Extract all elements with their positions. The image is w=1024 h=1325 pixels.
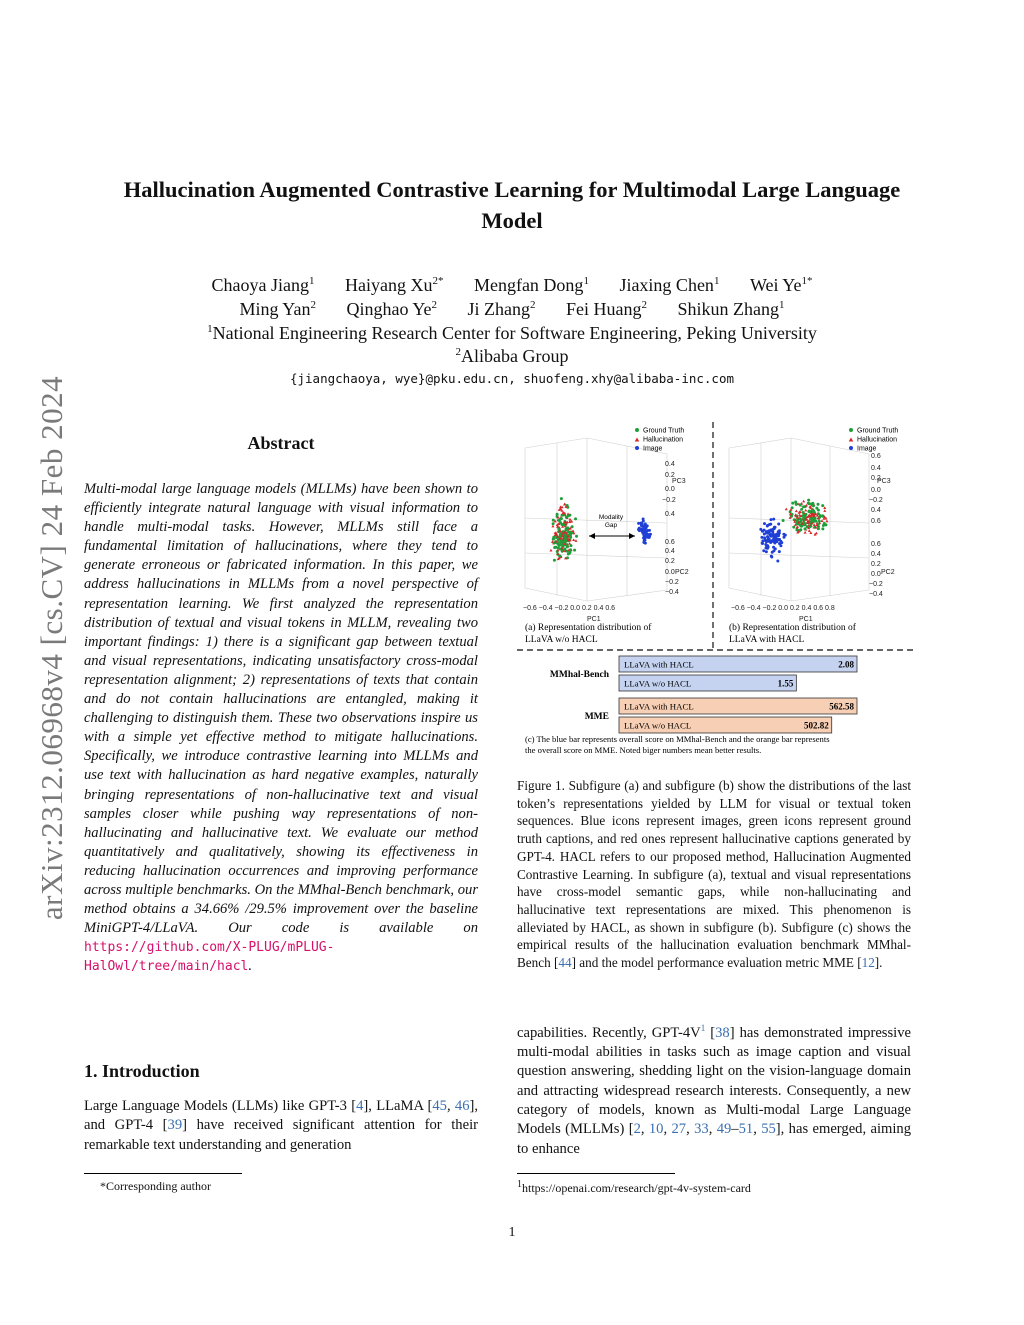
scatter-point-image [642,520,645,523]
scatter-point-image [765,550,768,553]
scatter-point-ground-truth [813,519,816,522]
subcaption-a-line2: LLaVA w/o HACL [525,635,598,645]
citation-link[interactable]: 46 [454,1098,470,1114]
scatter-point-image [646,533,649,536]
scatter-point-ground-truth [569,544,572,547]
subcaption-b-line1: (b) Representation distribution of [729,623,856,633]
author: Shikun Zhang$^1$ [677,299,785,319]
scatter-point-ground-truth [812,504,815,507]
scatter-point-image [772,546,775,549]
scatter-point-ground-truth [799,503,802,506]
subcaption-b-line2: LLaVA with HACL [729,635,805,645]
scatter-point-ground-truth [564,537,567,540]
citation-link[interactable]: 38 [715,1024,730,1041]
author-row-1 [60,270,964,297]
scatter-point-image [643,532,646,535]
scatter-point-ground-truth [554,546,557,549]
scatter-point-hallucination [572,529,575,532]
legend-hal: Hallucination [643,436,684,444]
scatter-a-points [549,497,652,562]
tick-label: −0.6 −0.4 −0.2 0.0 0.2 0.4 0.6 0.8 [731,605,835,612]
scatter-point-image [649,533,652,536]
scatter-point-ground-truth [574,517,577,520]
author: Jiaxing Chen$^1$ [619,275,720,295]
author-emails: {jiangchaoya, wye}@pku.edu.cn, shuofeng.xhy@alibaba-inc.com [289,371,734,386]
bar-value-label: 562.58 [829,701,854,712]
subcaption-c-line2: the overall score on MME. Noted biger numbers mean better results. [525,745,762,755]
scatter-point-image [770,556,773,559]
plot-a-frame [525,438,667,601]
paper-title [60,174,964,236]
axis-label-pc1: PC1 [799,616,813,623]
scatter-point-ground-truth [561,523,564,526]
scatter-point-image [763,533,766,536]
footnote-rule [84,1173,242,1174]
citation-link[interactable]: 4 [356,1098,364,1114]
bar-group-label: MME [584,712,609,722]
footnote-gpt4v: $^1$https://openai.com/research/gpt-4v-system-card [517,1179,751,1195]
scatter-point-ground-truth [789,510,792,513]
scatter-point-image [776,560,779,563]
intro-heading: 1. Introduction [84,1061,200,1081]
abstract-body: Multi-modal large language models (MLLMs) have been shown to efficiently integrate natural language with visual information to handle multi-modal tasks. However, MLLMs still face a fundamental limitation of hallucinations, where they tend to generate erroneous or fabricated information. In this paper, we address hallucinations in MLLMs from a novel perspective of representation learning. We first analyzed the representation distribution of textual and visual tokens in MLLM, revealing two important findings: 1) there is a significant gap between textual and visual representations, indicating unsatisfactory cross-modal representation alignment; 2) representations of texts that contain and do not contain hallucinations are entangled, making it challenging to distinguish them. These two observations inspire us with a simple yet effective method to mitigate hallucinations. Specifically, we introduce contrastive learning into MLLMs and use text with hallucination as hard negative examples, naturally bringing representations of non-hallucinative text and visual samples closer while pushing way representations of non-hallucinating and hallucinative text. We evaluate our method quantitatively and qualitatively, showing its effectiveness in reducing hallucination occurrences and improving performance across multiple benchmarks. On the MMhal-Bench benchmark, our method obtains a 34.66% /29.5% improvement over the baseline MiniGPT-4/LLaVA. Our code is available on https://github.com/X-PLUG/mPLUG-HalOwl/tree/main/hacl. [84,481,478,975]
citation-link[interactable]: 33 [694,1121,709,1138]
scatter-point-ground-truth [553,559,556,562]
scatter-point-ground-truth [800,508,803,511]
scatter-point-ground-truth [552,522,555,525]
affiliation-1: $^1$National Engineering Research Center for Software Engineering, Peking University [207,323,817,343]
scatter-point-ground-truth [571,525,574,528]
scatter-point-image [769,529,772,532]
scatter-point-hallucination [815,532,818,535]
scatter-point-image [761,542,764,545]
citation-link[interactable]: 2 [633,1121,641,1138]
axis-ticks-b [731,453,895,623]
tick-label: 0.2 [665,558,675,565]
tick-label: −0.2 [662,497,676,504]
legend-a [635,428,685,453]
legend-img: Image [857,445,877,453]
axis-label-pc1: PC1 [587,616,601,623]
affiliation-2: $^2$Alibaba Group [455,346,569,366]
citation-link[interactable]: 51 [738,1121,754,1138]
legend-gt: Ground Truth [643,427,685,435]
scatter-point-ground-truth [565,527,568,530]
citation-link[interactable]: 45 [432,1098,447,1114]
scatter-point-ground-truth [819,514,822,517]
scatter-point-ground-truth [556,513,559,516]
scatter-point-ground-truth [569,548,572,551]
citation-link[interactable]: 10 [648,1121,664,1138]
scatter-point-ground-truth [813,510,816,513]
arxiv-stamp: arXiv:2312.06968v4 [cs.CV] 24 Feb 2024 [34,375,69,921]
scatter-point-ground-truth [558,554,561,557]
legend-gt-marker [635,428,639,432]
legend-img-marker [635,446,639,450]
citation-link[interactable]: 49 [716,1121,732,1138]
title-line-1: Hallucination Augmented Contrastive Learning for Multimodal Large Language [123,177,901,202]
scatter-point-image [766,539,769,542]
scatter-point-image [777,522,780,525]
citation-link[interactable]: 27 [671,1121,687,1138]
author: Fei Huang$^2$ [566,299,648,319]
footnote-marker[interactable]: 1 [700,1023,706,1033]
subcaption-a-line1: (a) Representation distribution of [525,623,652,633]
scatter-point-hallucination [823,509,826,512]
author: Ming Yan$^2$ [239,299,316,319]
scatter-point-ground-truth [817,527,820,530]
scatter-point-hallucination [804,509,807,512]
tick-label: −0.2 [869,581,883,588]
citation-link[interactable]: 44 [558,955,572,971]
scatter-point-image [767,545,770,548]
scatter-point-ground-truth [560,497,563,500]
legend-b [849,428,899,453]
scatter-point-image [772,518,775,521]
scatter-point-ground-truth [802,505,805,508]
page-number: 1 [508,1225,516,1240]
author: Mengfan Dong$^1$ [473,275,589,295]
scatter-point-ground-truth [560,540,563,543]
scatter-point-image [641,524,644,527]
bar-label: LLaVA with HACL [624,701,694,712]
gap-arrow-head-left [589,533,595,539]
scatter-point-image [769,523,772,526]
title-line-2: Model [481,208,543,233]
tick-label: −0.2 [869,497,883,504]
figure-1-caption: Figure 1. Subfigure (a) and subfigure (b) show the distributions of the last token’s representations yielded by LLM for visual or textual token sequences. Blue icons represent images, green icons represent ground truth captions, and red ones represent hallucinative captions generated by GPT-4. HACL refers to our proposed method, Hallucination Augmented Contrastive Learning. In subfigure (a), textual and visual representations have cross-model semantic gaps, while non-hallucinating and hallucinative text representations are mixed. This phenomenon is alleviated by HACL, as shown in subfigure (b). Subfigure (c) shows the empirical results of the hallucination evaluation benchmark MMhal-Bench [44] and the model performance evaluation metric MME [12]. [517,778,911,971]
scatter-point-ground-truth [799,528,802,531]
scatter-point-image [761,530,764,533]
bar-value-label: 502.82 [803,720,829,731]
scatter-point-ground-truth [808,502,811,505]
tick-label: 0.4 [871,507,881,514]
tick-label: 0.0 [871,487,881,494]
citation-link[interactable]: 55 [761,1121,776,1138]
scatter-point-image [763,522,766,525]
scatter-point-ground-truth [823,522,826,525]
scatter-point-image [638,529,641,532]
author: Qinghao Ye$^2$ [346,299,438,319]
axis-label-pc2: PC2 [675,569,689,576]
scatter-point-ground-truth [811,502,814,505]
scatter-point-ground-truth [815,507,818,510]
citation-link[interactable]: 12 [861,955,875,971]
scatter-point-image [766,524,769,527]
legend-img-marker [849,446,853,450]
scatter-point-ground-truth [566,545,569,548]
scatter-point-ground-truth [560,517,563,520]
tick-label: 0.2 [665,472,675,479]
scatter-point-hallucination [572,538,575,541]
scatter-point-hallucination [569,518,572,521]
legend-hal-marker [849,438,854,442]
tick-label: −0.6 −0.4 −0.2 0.0 0.2 0.4 0.6 [523,605,616,612]
scatter-point-ground-truth [802,511,805,514]
scatter-point-ground-truth [821,527,824,530]
scatter-point-ground-truth [803,523,806,526]
tick-label: −0.2 [665,579,679,586]
scatter-point-ground-truth [817,503,820,506]
scatter-point-hallucination [808,529,811,532]
tick-label: 0.6 [665,539,675,546]
tick-label: 0.0 [871,571,881,578]
scatter-point-image [760,536,763,539]
scatter-point-ground-truth [791,502,794,505]
tick-label: 0.6 [871,541,881,548]
figure-1-svg [517,418,913,768]
scatter-point-image [778,532,781,535]
scatter-point-ground-truth [804,527,807,530]
scatter-point-image [642,541,645,544]
legend-hal: Hallucination [857,436,898,444]
author-row-2 [60,294,964,321]
tick-label: 0.4 [665,548,675,555]
code-link[interactable]: https://github.com/X-PLUG/mPLUG-HalOwl/tree/main/hacl [84,940,335,975]
author: Haiyang $Xu^{2*}$ [344,275,444,295]
bar-value-label: 1.55 [777,678,794,689]
bar-label: LLaVA w/o HACL [624,720,692,731]
scatter-point-ground-truth [792,526,795,529]
abstract-heading: Abstract [247,433,315,453]
scatter-point-image [777,534,780,537]
scatter-point-image [648,536,651,539]
tick-label: −0.4 [665,589,679,596]
gap-label-2: Gap [604,522,618,529]
tick-label: 0.4 [665,511,675,518]
scatter-point-hallucination [798,514,801,517]
tick-label: 0.4 [665,461,675,468]
footnote-corresponding: *Corresponding author [100,1179,211,1193]
legend-gt-marker [849,428,853,432]
scatter-point-ground-truth [567,552,570,555]
gap-arrow-head-right [629,533,635,539]
bar-chart [550,656,857,733]
scatter-point-hallucination [802,500,805,503]
scatter-point-hallucination [804,531,807,534]
scatter-point-image [769,518,772,521]
scatter-point-hallucination [785,508,788,511]
tick-label: 0.0 [665,486,675,493]
scatter-point-hallucination [825,520,828,523]
scatter-point-image [771,534,774,537]
scatter-point-ground-truth [557,527,560,530]
scatter-point-hallucination [574,539,577,542]
scatter-point-image [782,533,785,536]
tick-label: 0.4 [871,551,881,558]
figure-1 [517,418,913,768]
axis-label-pc3: PC3 [877,478,891,485]
scatter-point-ground-truth [782,519,785,522]
scatter-point-ground-truth [573,549,576,552]
scatter-point-ground-truth [567,514,570,517]
legend-img: Image [643,445,663,453]
scatter-point-image [772,537,775,540]
legend-gt: Ground Truth [857,427,899,435]
scatter-point-ground-truth [821,504,824,507]
scatter-point-hallucination [549,549,552,552]
legend-hal-marker [635,438,640,442]
scatter-point-ground-truth [569,532,572,535]
tick-label: 0.2 [871,475,881,482]
intro-paragraph: Large Language Models (LLMs) like GPT-3 [4], LLaMA [45, 46], and GPT-4 [39] have received significant attention for their remarkable text understanding and generation [84,1098,478,1153]
tick-label: 0.2 [871,561,881,568]
tick-label: 0.4 [871,465,881,472]
axis-label-pc2: PC2 [881,569,895,576]
scatter-point-image [778,550,781,553]
scatter-point-hallucination [795,509,798,512]
scatter-point-image [763,536,766,539]
scatter-point-ground-truth [794,501,797,504]
scatter-point-image [782,536,785,539]
tick-label: 0.0 [665,569,675,576]
scatter-point-image [637,522,640,525]
footnote-rule-right [517,1173,675,1174]
scatter-point-ground-truth [800,519,803,522]
scatter-point-image [777,538,780,541]
bar-label: LLaVA with HACL [624,659,694,670]
tick-label: −0.4 [869,591,883,598]
axis-label-pc3: PC3 [672,478,686,485]
author: Ji Zhang$^2$ [467,299,536,319]
bar-group-label: MMhal-Bench [549,670,609,680]
tick-label: 0.6 [871,453,881,460]
scatter-point-ground-truth [809,525,812,528]
author: Chaoya Jiang$^1$ [211,275,315,295]
bar-label: LLaVA w/o HACL [624,678,692,689]
scatter-point-image [644,526,647,529]
scatter-point-ground-truth [575,535,578,538]
scatter-point-image [762,549,765,552]
scatter-point-ground-truth [809,511,812,514]
scatter-point-ground-truth [552,536,555,539]
tick-label: 0.6 [871,518,881,525]
scatter-b-points [759,499,828,563]
bar-value-label: 2.08 [838,659,854,670]
author: Wei $Ye^{1*}$ [749,275,813,295]
scatter-point-image [644,529,647,532]
subcaption-c-line1: (c) The blue bar represents overall score on MMhal-Bench and the orange bar represents [525,734,830,744]
modality-gap-annotation [589,514,635,539]
scatter-point-image [766,535,769,538]
scatter-point-ground-truth [807,499,810,502]
citation-link[interactable]: 39 [167,1117,183,1134]
right-paragraph: capabilities. Recently, GPT-4V$^1$ [38] has demonstrated impressive multi-modal abilities in tasks such as image caption and visual question answering, shedding light on the vision-language domain and attracting widespread research interests. Consequently, a new category of models, known as Multi-modal Large Language Models (MLLMs) [2, 10, 27, 33, 49–51, 55], has emerged, aiming to enhance [517,1023,912,1157]
gap-label-1: Modality [598,514,624,521]
scatter-point-ground-truth [802,516,805,519]
